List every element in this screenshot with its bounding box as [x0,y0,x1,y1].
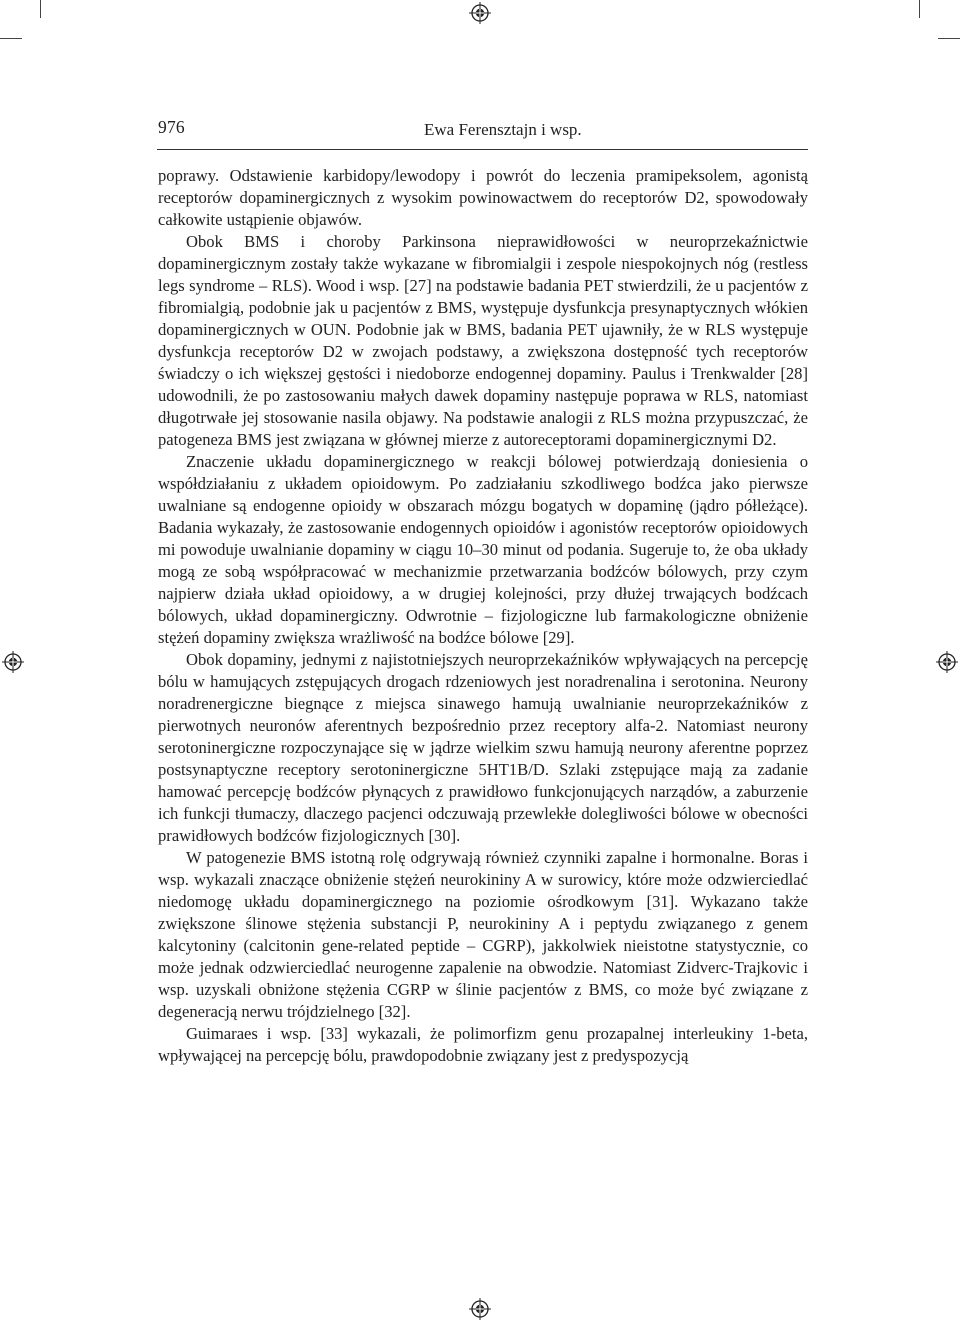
crop-mark-top-left-horizontal [0,38,22,39]
registration-mark-top-icon [469,2,491,24]
registration-mark-left-icon [2,651,24,673]
registration-mark-bottom-icon [469,1298,491,1320]
paragraph: W patogenezie BMS istotną rolę odgrywają również czynniki zapalne i hormonalne. Boras i wsp. wykazali znaczące obniżenie stężeń neurokininy A w surowicy, które może odzwierciedlać niedomogę układu dopaminergicznego na poziomie ośrodkowym [31]. Wykazano także zwiększone ślinowe stężenia substancji P, neurokininy A i peptydu związanego z genem kalcytoniny (calcitonin gene-related peptide – CGRP), jakkolwiek nieistotne statystycznie, co może jednak odzwierciedlać neurogenne zapalenie na obwodzie. Natomiast Zidverc-Trajkovic i wsp. uzyskali obniżone stężenia CGRP w ślinie pacjentów z BMS, co może być związane z degeneracją nerwu trójdzielnego [32]. [158,848,808,1021]
paragraph: Znaczenie układu dopaminergicznego w reakcji bólowej potwierdzają doniesienia o współdziałaniu z układem opioidowym. Po zadziałaniu szkodliwego bodźca jako pierwsze uwalniane są endogenne opioidy w obszarach mózgu bogatych w dopaminę (jądro półleżące). Badania wykazały, że zastosowanie endogennych opioidów i agonistów receptorów opioidowych mi powoduje uwalnianie dopaminy w ciągu 10–30 minut od podania. Sugeruje to, że oba układy mogą ze sobą współpracować w mechanizmie przetwarzania bodźców bólowych, przy czym najpierw działa układ opioidowy, a w drugiej kolejności, przy dłużej trwających bodźcach bólowych, układ dopaminergiczny. Odwrotnie – fizjologiczne lub farmakologiczne obniżenie stężeń dopaminy zwiększa wrażliwość na bodźce bólowe [29]. [158,452,808,647]
crop-mark-top-left-vertical [40,0,41,18]
paragraph: Guimaraes i wsp. [33] wykazali, że polimorfizm genu prozapalnej interleukiny 1-beta, wpływającej na percepcję bólu, prawdopodobnie związany jest z predyspozycją [158,1024,808,1065]
crop-mark-top-right-horizontal [938,38,960,39]
running-head-author: Ewa Ferensztajn i wsp. [424,120,582,139]
article-body [158,165,808,1067]
page-number: 976 [158,117,185,137]
header-rule [157,149,808,150]
paragraph: Obok BMS i choroby Parkinsona nieprawidłowości w neuroprzekaźnictwie dopaminergicznym zostały także wykazane w fibromialgii i zespole niespokojnych nóg (restless legs syndrome – RLS). Wood i wsp. [27] na podstawie badania PET stwierdzili, że u pacjentów z fibromialgią, podobnie jak u pacjentów z BMS, występuje dysfunkcja presynaptycznych włókien dopaminergicznych w OUN. Podobnie jak w BMS, badania PET ujawniły, że w RLS występuje dysfunkcja receptorów D2 w zwojach podstawy, a zwiększona dostępność tych receptorów świadczy o ich większej gęstości i niedoborze endogennej dopaminy. Paulus i Trenkwalder [28] udowodnili, że po zastosowaniu małych dawek dopaminy następuje poprawa w RLS, natomiast długotrwałe jej stosowanie nasila objawy. Na podstawie analogii z RLS można przypuszczać, że patogeneza BMS jest związana w głównej mierze z autoreceptorami dopaminergicznymi D2. [158,232,808,449]
crop-mark-top-right-vertical [919,0,920,18]
paragraph: Obok dopaminy, jednymi z najistotniejszych neuroprzekaźników wpływających na percepcję bólu w hamujących zstępujących drogach rdzeniowych jest noradrenalina i serotonina. Neurony noradrenergiczne biegnące z miejsca sinawego hamują uwalnianie neuroprzekaźników z pierwotnych neuronów aferentnych bezpośrednio przez receptory alfa-2. Natomiast neurony serotoninergiczne rozpoczynające się w jądrze wielkim szwu hamują neurony aferentne poprzez postsynaptyczne receptory serotoninergiczne 5HT1B/D. Szlaki zstępujące mają za zadanie hamować percepcję bodźców płynących z prawidłowo funkcjonujących narządów, a zaburzenie ich funkcji tłumaczy, dlaczego pacjenci odczuwają przewlekłe dolegliwości bólowe w obecności prawidłowych bodźców fizjologicznych [30]. [158,650,808,845]
paragraph-continuation: poprawy. Odstawienie karbidopy/lewodopy i powrót do leczenia pramipeksolem, agonistą receptorów dopaminergicznych z wysokim powinowactwem do receptorów D2, spowodowały całkowite ustąpienie objawów. [158,166,808,229]
registration-mark-right-icon [936,651,958,673]
